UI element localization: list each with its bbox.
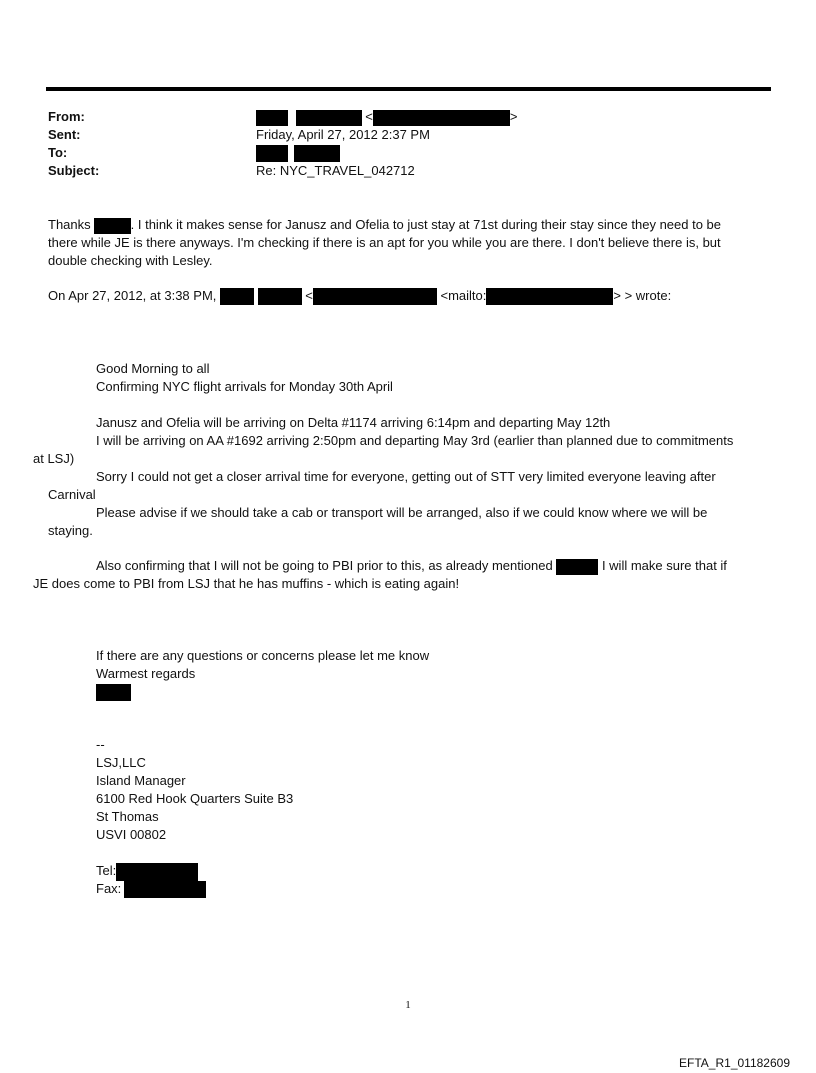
redaction-box (96, 684, 131, 701)
quoted-p5a-post: I will make sure that if (601, 558, 727, 573)
redaction-box (296, 110, 362, 126)
signature-address-1: 6100 Red Hook Quarters Suite B3 (96, 791, 294, 806)
redaction-box (124, 881, 206, 898)
quoted-p2b: at LSJ) (33, 451, 75, 466)
sent-label: Sent: (48, 127, 81, 142)
redaction-box (94, 218, 131, 234)
subject-label: Subject: (48, 163, 100, 178)
reply-line-3: double checking with Lesley. (48, 253, 213, 268)
redaction-box (258, 288, 302, 305)
signature-address-2: St Thomas (96, 809, 159, 824)
signature-title: Island Manager (96, 773, 186, 788)
quoted-p5a-pre: Also confirming that I will not be going to PBI prior to this, as already mentioned (96, 558, 553, 573)
signature-company: LSJ,LLC (96, 755, 146, 770)
redaction-box (294, 145, 340, 162)
quoted-p5b: JE does come to PBI from LSJ that he has muffins - which is eating again! (33, 576, 460, 591)
from-gt: > (509, 109, 518, 124)
fax-label: Fax: (96, 881, 122, 896)
reply-line-1 (48, 216, 721, 234)
redaction-box (256, 145, 288, 162)
from-lt: < (365, 109, 373, 124)
quote-prefix: On Apr 27, 2012, at 3:38 PM, (48, 288, 217, 303)
quote-lt: < (305, 288, 313, 303)
redaction-box (256, 110, 288, 126)
quoted-p3b: Carnival (48, 487, 96, 502)
redaction-box (116, 863, 198, 881)
signature-fax (96, 880, 206, 898)
quoted-p5a (96, 557, 727, 575)
redaction-box (313, 288, 437, 305)
bates-number: EFTA_R1_01182609 (679, 1056, 790, 1070)
quoted-p4a: Please advise if we should take a cab or transport will be arranged, also if we could know where we will be (96, 505, 708, 520)
redaction-box (556, 559, 598, 575)
redaction-box (373, 110, 510, 126)
tel-label: Tel: (96, 863, 117, 878)
from-value (256, 108, 517, 126)
signature-address-3: USVI 00802 (96, 827, 167, 842)
sent-value: Friday, April 27, 2012 2:37 PM (256, 127, 430, 142)
quote-mailto: <mailto: (440, 288, 487, 303)
to-label: To: (48, 145, 68, 160)
quoted-regards: Warmest regards (96, 666, 196, 681)
quoted-p3a: Sorry I could not get a closer arrival time for everyone, getting out of STT very limited everyone leaving after (96, 469, 716, 484)
from-label: From: (48, 109, 85, 124)
signature-name-redaction (96, 683, 131, 701)
subject-value: Re: NYC_TRAVEL_042712 (256, 163, 415, 178)
header-rule (46, 87, 771, 91)
quoted-p2a: I will be arriving on AA #1692 arriving 2:50pm and departing May 3rd (earlier than planned due to commitments (96, 433, 734, 448)
quoted-p4b: staying. (48, 523, 93, 538)
quoted-greeting: Good Morning to all (96, 361, 210, 376)
signature-dashes: -- (96, 737, 105, 752)
redaction-box (486, 288, 613, 305)
quote-header (48, 287, 671, 305)
quoted-p1: Janusz and Ofelia will be arriving on Delta #1174 arriving 6:14pm and departing May 12th (96, 415, 611, 430)
reply-thanks-rest: . I think it makes sense for Janusz and Ofelia to just stay at 71st during their stay since they need to be (130, 217, 722, 232)
quote-suffix: > > wrote: (613, 288, 672, 303)
reply-line-2: there while JE is there anyways. I'm checking if there is an apt for you while you are there. I don't believe there is, but (48, 235, 721, 250)
to-value (256, 144, 340, 162)
quoted-confirming: Confirming NYC flight arrivals for Monday 30th April (96, 379, 393, 394)
page-number: 1 (405, 999, 411, 1011)
reply-thanks: Thanks (48, 217, 91, 232)
quoted-questions: If there are any questions or concerns please let me know (96, 648, 430, 663)
redaction-box (220, 288, 254, 305)
signature-tel (96, 862, 198, 881)
